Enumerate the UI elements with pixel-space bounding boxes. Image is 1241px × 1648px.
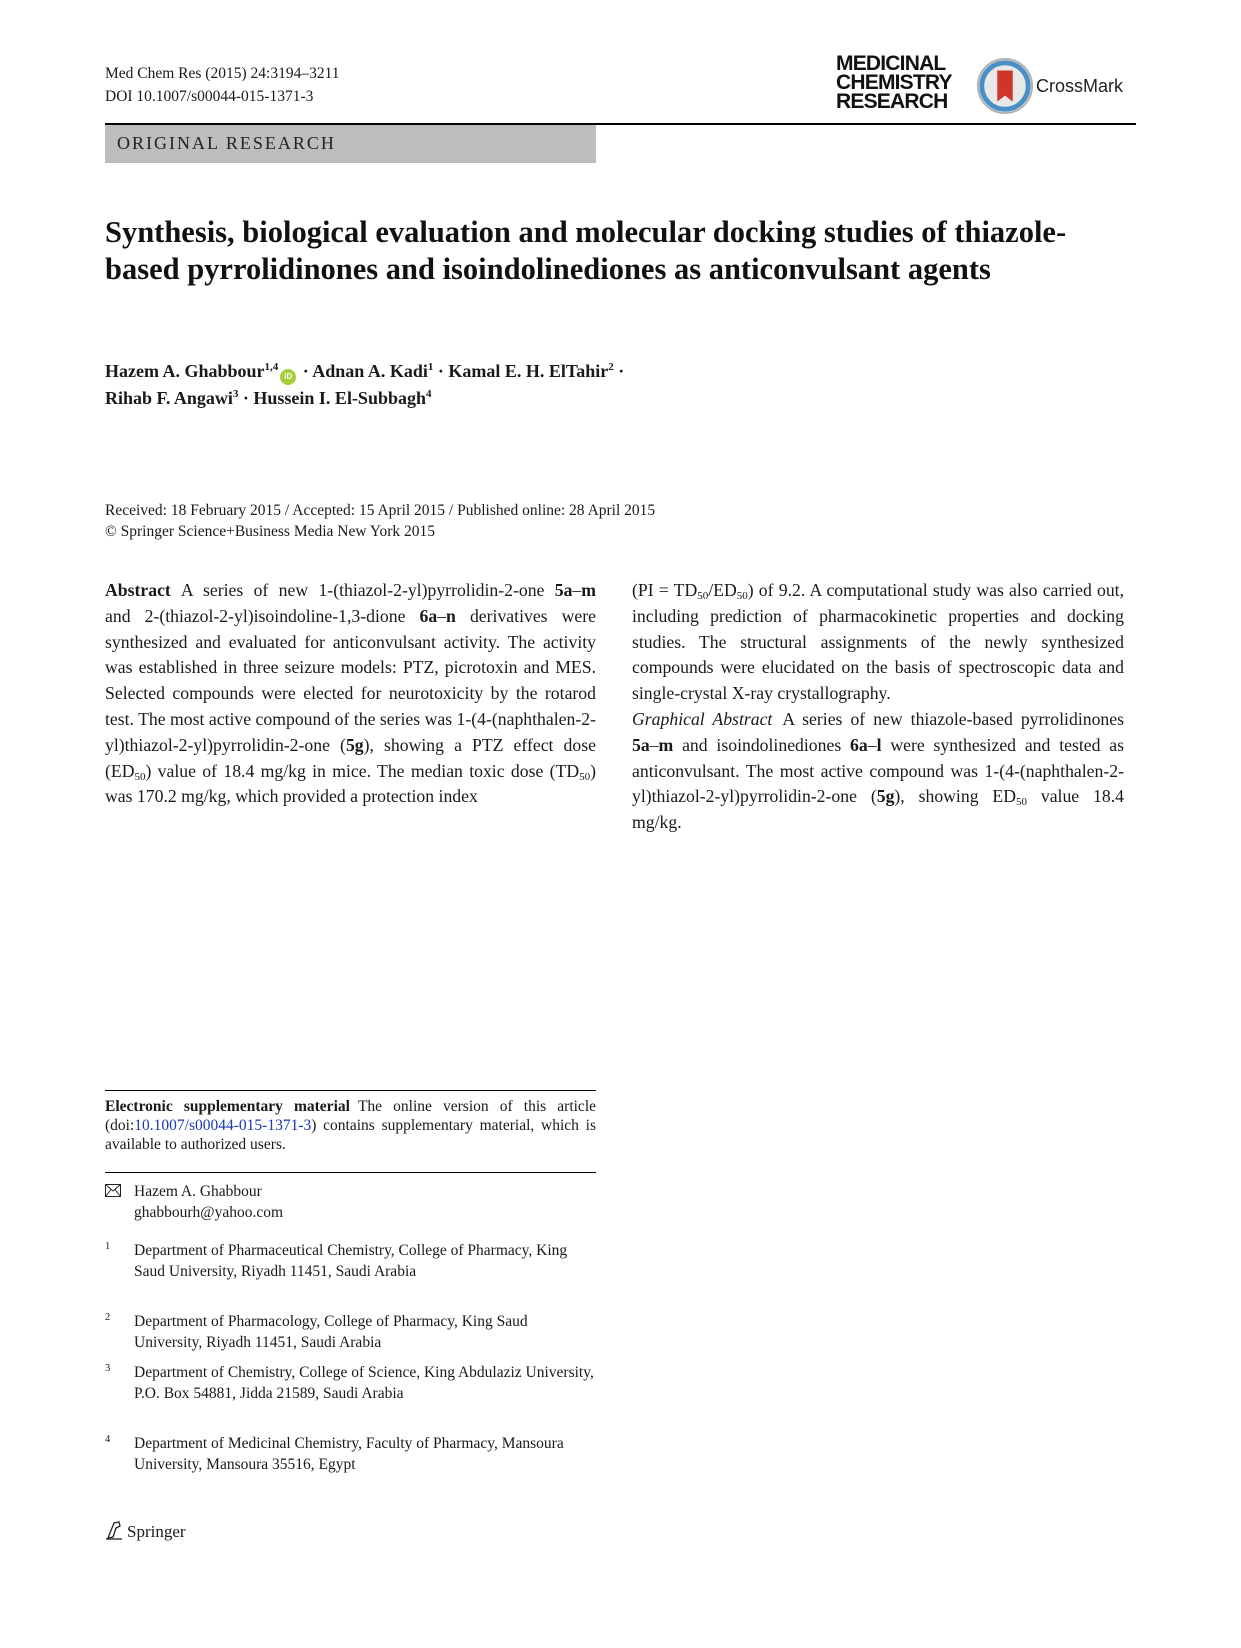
- article-title: Synthesis, biological evaluation and molecular docking studies of thiazole-based pyrrolidinones and isoindolinediones as anticonvulsant agents: [105, 215, 1067, 286]
- correspondence: [105, 1181, 283, 1223]
- esm-note: Electronic supplementary material The online version of this article (doi:10.1007/s00044-015-1371-3) contains supplementary material, which is available to authorized users.: [105, 1098, 597, 1153]
- publisher-footer: [105, 1520, 186, 1542]
- crossmark-icon[interactable]: [976, 57, 1034, 115]
- affiliation-1: 1 Department of Pharmaceutical Chemistry, College of Pharmacy, King Saud University, Riyadh 11451, Saudi Arabia: [105, 1241, 568, 1280]
- author-affiliation: 1,4: [264, 361, 279, 373]
- esm-label: Electronic supplementary material: [105, 1098, 350, 1115]
- journal-logo-area: [836, 52, 1136, 124]
- esm-rule-top: [105, 1090, 596, 1091]
- article-doi: DOI 10.1007/s00044-015-1371-3: [105, 88, 314, 105]
- author-affiliation: 1: [427, 361, 434, 373]
- graphical-abstract-label: Graphical Abstract: [632, 708, 773, 729]
- affiliation-2: 2 Department of Pharmacology, College of Pharmacy, King Saud University, Riyadh 11451, Saudi Arabia: [105, 1312, 528, 1351]
- author-name: Kamal E. H. ElTahir: [448, 361, 609, 381]
- abstract-column-left: Abstract A series of new 1-(thiazol-2-yl)pyrrolidin-2-one 5a–m and 2-(thiazol-2-yl)isoindoline-1,3-dione 6a–n derivatives were synthesized and evaluated for anticonvulsant activity. The activity was established in three seizure models: PTZ, picrotoxin and MES. Selected compounds were elected for neurotoxicity by the rotarod test. The most active compound of the series was 1-(4-(naphthalen-2-yl)thiazol-2-yl)pyrrolidin-2-one (5g), showing a PTZ effect dose $(ED_{50})$ value of 18.4 mg/kg in mice. The median toxic dose $(TD_{50})$ was 170.2 mg/kg, which provided a protection index: [105, 580, 596, 807]
- affiliation-4: 4 Department of Medicinal Chemistry, Faculty of Pharmacy, Mansoura University, Mansoura 35516, Egypt: [105, 1434, 564, 1473]
- section-bar: [105, 125, 596, 163]
- affiliation-3: 3 Department of Chemistry, College of Science, King Abdulaziz University, P.O. Box 54881, Jidda 21589, Saudi Arabia: [105, 1363, 594, 1402]
- author-list: Hazem A. Ghabbour$^{1,4}$iD · Adnan A. Kadi$^1$ · Kamal E. H. ElTahir$^2$ · Rihab F. Angawi$^3$ · Hussein I. El-Subbagh$^4$: [105, 361, 625, 408]
- abstract-column-right: $(PI = TD_{50}/ED_{50})$ of 9.2. A computational study was also carried out, including prediction of pharmacokinetic properties and docking studies. The structural assignments of the newly synthesized compounds were elucidated on the basis of spectroscopic data and single-crystal X-ray crystallography. Graphical Abstract A series of new thiazole-based pyrrolidinones 5a–m and isoindolinediones 6a–l were synthesized and tested as anticonvulsant. The most active compound was 1-(4-(naphthalen-2-yl)thiazol-2-yl)pyrrolidin-2-one (5g), showing $ED_{50}$ value 18.4 mg/kg.: [632, 580, 1124, 833]
- esm-doi-link[interactable]: 10.1007/s00044-015-1371-3: [134, 1117, 312, 1134]
- journal-logo: MEDICINAL CHEMISTRY RESEARCH: [836, 52, 952, 113]
- journal-citation: Med Chem Res (2015) 24:3194–3211: [105, 65, 340, 82]
- author-name: Hazem A. Ghabbour: [105, 361, 265, 381]
- author-affiliation: 3: [232, 388, 239, 400]
- abstract-label: Abstract: [105, 580, 171, 600]
- author-name: Adnan A. Kadi: [312, 361, 428, 381]
- author-name: Rihab F. Angawi: [105, 388, 233, 408]
- dates-block: [105, 500, 655, 542]
- publication-dates: Received: 18 February 2015 / Accepted: 15 April 2015 / Published online: 28 April 2015: [105, 502, 656, 519]
- corresponding-email[interactable]: ghabbourh@yahoo.com: [134, 1204, 284, 1221]
- crossmark-label[interactable]: CrossMark: [1036, 76, 1124, 96]
- corresponding-author: Hazem A. Ghabbour: [134, 1183, 262, 1200]
- envelope-icon: [105, 1184, 121, 1197]
- esm-rule-bottom: [105, 1172, 596, 1173]
- orcid-icon[interactable]: iD: [280, 369, 296, 385]
- author-affiliation: 4: [426, 388, 432, 400]
- publisher-name: Springer: [127, 1522, 186, 1541]
- citation-block: [105, 62, 340, 108]
- springer-horse-icon: [105, 1520, 123, 1540]
- copyright: © Springer Science+Business Media New York 2015: [105, 523, 436, 540]
- author-affiliation: 2: [608, 361, 614, 373]
- author-name: Hussein I. El-Subbagh: [253, 388, 426, 408]
- section-label: ORIGINAL RESEARCH: [117, 133, 336, 153]
